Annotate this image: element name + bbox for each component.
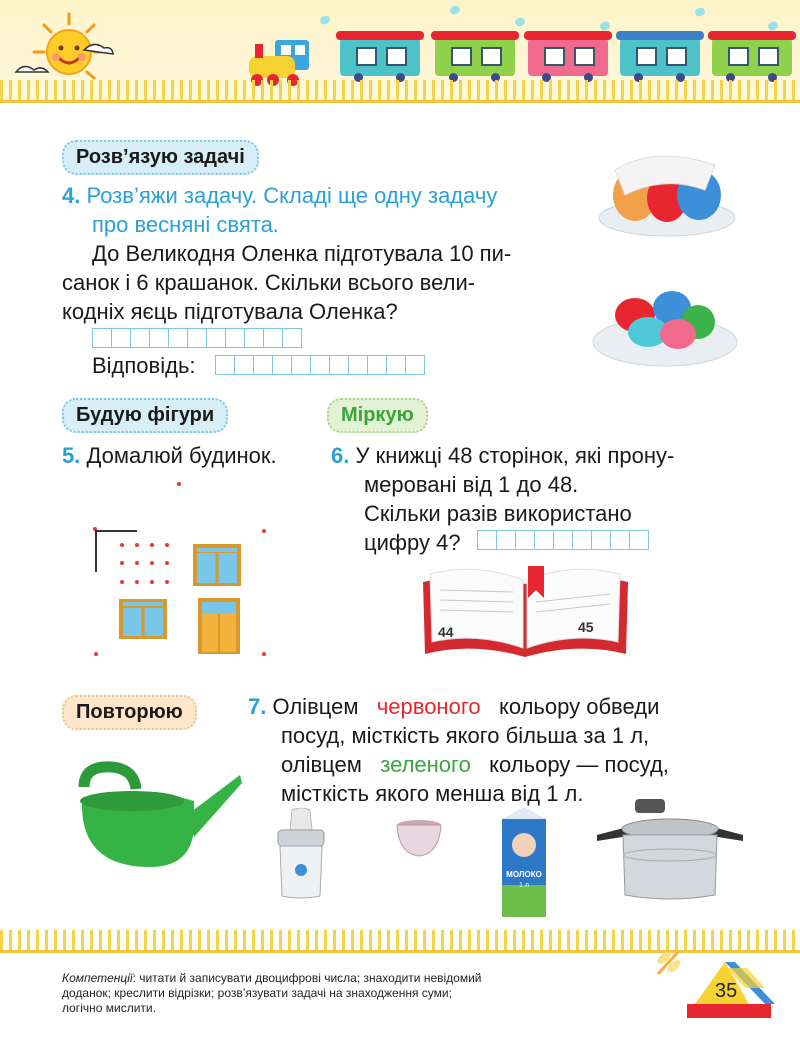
page-number-right: 45 xyxy=(578,619,594,635)
section-label-repeat: Повторюю xyxy=(62,695,197,730)
instruction-text: Розв’яжи задачу. Складі ще одну задачу xyxy=(86,183,498,208)
green-word: зеленого xyxy=(380,752,471,777)
task7-line1 xyxy=(248,692,748,721)
page-number-left: 44 xyxy=(438,624,454,640)
fence-top xyxy=(0,80,800,103)
train-wagon xyxy=(528,38,608,76)
cup-image[interactable] xyxy=(394,820,444,860)
watering-can-image[interactable] xyxy=(72,745,244,873)
open-book-image xyxy=(418,562,633,670)
section-label-build: Будую фігури xyxy=(62,398,228,433)
page-number: 35 xyxy=(715,980,738,1002)
problem-text: меровані від 1 до 48. xyxy=(364,472,579,497)
door-icon xyxy=(197,597,241,655)
problem-text: До Великодня Оленка підготувала 10 пи- xyxy=(92,241,512,266)
instruction-text: про весняні свята. xyxy=(92,212,279,237)
instruction-text: Олівцем xyxy=(272,694,359,719)
instruction-text: посуд, місткість якого більша за 1 л, xyxy=(281,723,650,748)
section-label-think: Міркую xyxy=(327,398,428,433)
window-icon xyxy=(118,598,168,640)
dragonfly-icon xyxy=(652,946,684,978)
task-number: 6. xyxy=(331,443,350,468)
task4-instruction xyxy=(62,181,497,210)
competencies-line: : читати й записувати двоцифрові числа; знаходити невідомий xyxy=(132,971,482,985)
problem-text: цифру 4? xyxy=(364,530,461,555)
red-word: червоного xyxy=(376,694,481,719)
train-wagon xyxy=(435,38,515,76)
task7-line3 xyxy=(281,750,669,779)
milk-label: МОЛОКО xyxy=(506,870,542,879)
answer-grid[interactable] xyxy=(215,355,424,375)
train-wagon xyxy=(712,38,792,76)
train-wagon xyxy=(340,38,420,76)
solution-grid[interactable] xyxy=(92,328,301,348)
task-number: 7. xyxy=(248,694,267,719)
instruction-text: кольору обведи xyxy=(498,694,660,719)
task-number: 5. xyxy=(62,443,81,468)
drawn-corner xyxy=(95,530,137,572)
milk-volume: 1 л xyxy=(519,882,529,889)
task5-text xyxy=(62,441,277,470)
problem-text: кодніх яєць підготувала Оленка? xyxy=(62,299,398,324)
problem-text: санок і 6 крашанок. Скільки всього вели- xyxy=(62,270,476,295)
competencies-line: доданок; креслити відрізки; розв’язувати задачі на знаходження суми; xyxy=(62,986,452,1000)
easter-eggs-plate-image xyxy=(595,140,740,240)
train-wagon xyxy=(620,38,700,76)
competencies-label: Компетенції xyxy=(62,971,133,985)
section-label-solve: Розв’язую задачі xyxy=(62,140,259,175)
pressure-cooker-image[interactable] xyxy=(595,795,745,905)
milk-carton-image[interactable] xyxy=(498,805,550,919)
instruction-text: кольору — посуд, xyxy=(489,752,669,777)
competencies-text xyxy=(62,971,602,1016)
task-number: 4. xyxy=(62,183,81,208)
competencies-line: логічно мислити. xyxy=(62,1001,156,1015)
answer-label: Відповідь: xyxy=(92,353,196,378)
painted-eggs-bowl-image xyxy=(590,280,740,370)
instruction-text: олівцем xyxy=(281,752,362,777)
window-icon xyxy=(192,543,242,587)
task6-line1 xyxy=(331,441,674,470)
problem-text: Скільки разів використано xyxy=(364,501,632,526)
answer-grid[interactable] xyxy=(477,530,648,550)
baby-bottle-image[interactable] xyxy=(270,808,332,900)
problem-text: У книжці 48 сторінок, які прону- xyxy=(355,443,675,468)
instruction-text: місткість якого менша від 1 л. xyxy=(281,781,584,806)
instruction-text: Домалюй будинок. xyxy=(86,443,277,468)
